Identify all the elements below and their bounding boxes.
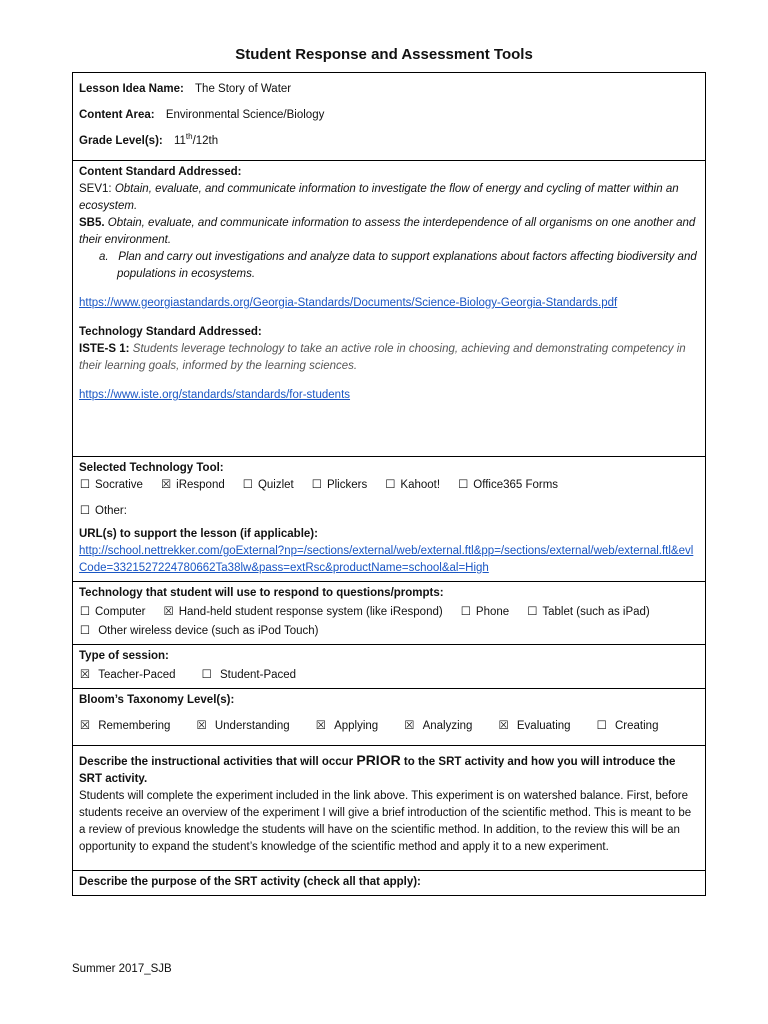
iste-standards-link[interactable]: https://www.iste.org/standards/standards/for-students bbox=[79, 389, 351, 401]
checkbox-icon[interactable]: ☐ bbox=[311, 479, 323, 491]
content-area-label: Content Area: bbox=[79, 109, 155, 121]
checkbox-icon[interactable]: ☐ bbox=[527, 606, 538, 618]
footer-text: Summer 2017_SJB bbox=[72, 963, 172, 975]
tool-option-other[interactable]: ☐ Other: bbox=[79, 503, 699, 520]
standards-row bbox=[73, 161, 706, 457]
checkbox-checked-icon[interactable]: ☒ bbox=[404, 720, 415, 732]
prior-body: Students will complete the experiment included in the link above. This experiment is on watershed balance. First, before students receive an overview of the experiment I will give a brief introduction of the scientific method. This is meant to be a review of previous knowledge the students will have on the scientific method. In addition, to the review this will be an opportunity to expand the student’s knowledge of the scientific method and apply it to a new experiment. bbox=[79, 790, 692, 853]
standard-iste: ISTE-S 1: Students leverage technology to take an active role in choosing, achieving and demonstrating competency in their learning goals, informed by the learning sciences. bbox=[79, 343, 686, 372]
assessment-form bbox=[72, 72, 706, 896]
purpose-row bbox=[73, 871, 706, 896]
checkbox-icon[interactable]: ☐ bbox=[79, 505, 91, 517]
grade-level-value: 11th/12th bbox=[173, 132, 219, 147]
checkbox-checked-icon[interactable]: ☒ bbox=[315, 720, 327, 732]
device-option-computer[interactable]: ☐ Computer bbox=[79, 604, 146, 621]
bloom-heading: Bloom’s Taxonomy Level(s): bbox=[79, 694, 235, 706]
tech-tool-options bbox=[79, 477, 699, 494]
checkbox-checked-icon[interactable]: ☒ bbox=[79, 720, 91, 732]
standard-sb5: SB5. Obtain, evaluate, and communicate information to assess the interdependence of all organisms on one another and their environment. bbox=[79, 217, 696, 246]
checkbox-checked-icon[interactable]: ☒ bbox=[498, 720, 509, 732]
session-option-teacher-paced[interactable]: ☒ Teacher-Paced bbox=[79, 667, 176, 684]
checkbox-icon[interactable]: ☐ bbox=[385, 479, 396, 491]
nettrekker-link[interactable]: http://school.nettrekker.com/goExternal?np=/sections/external/web/external.ftl&pp=/sections/external/web/external.ftl&evlCode=3321527224780662Ta38lw&pass=extRsc&productName=school&al=High bbox=[79, 545, 694, 574]
bloom-row bbox=[73, 689, 706, 746]
session-type-row bbox=[73, 645, 706, 689]
tool-option-office365[interactable]: ☐ Office365 Forms bbox=[457, 477, 558, 494]
tech-standard-heading: Technology Standard Addressed: bbox=[79, 326, 262, 338]
url-heading: URL(s) to support the lesson (if applicable): bbox=[79, 528, 318, 540]
tool-option-kahoot[interactable]: ☐ Kahoot! bbox=[384, 477, 440, 494]
checkbox-icon[interactable]: ☐ bbox=[201, 669, 212, 681]
checkbox-checked-icon[interactable]: ☒ bbox=[163, 606, 174, 618]
prior-heading: Describe the instructional activities that will occur PRIOR to the SRT activity and how you will introduce the SRT activity. bbox=[79, 752, 676, 785]
lesson-name-label: Lesson Idea Name: bbox=[79, 83, 184, 95]
checkbox-icon[interactable]: ☐ bbox=[242, 479, 254, 491]
standard-sev1: SEV1: Obtain, evaluate, and communicate information to investigate the flow of energy and cycling of matter within an ecosystem. bbox=[79, 183, 679, 212]
purpose-heading: Describe the purpose of the SRT activity (check all that apply): bbox=[79, 876, 421, 888]
bloom-option-analyzing[interactable]: ☒ Analyzing bbox=[403, 718, 472, 735]
checkbox-icon[interactable]: ☐ bbox=[79, 479, 91, 491]
tool-option-quizlet[interactable]: ☐ Quizlet bbox=[242, 477, 294, 494]
respond-device-row bbox=[73, 582, 706, 645]
checkbox-icon[interactable]: ☐ bbox=[460, 606, 472, 618]
respond-device-heading: Technology that student will use to respond to questions/prompts: bbox=[79, 587, 444, 599]
bloom-option-creating[interactable]: ☐ Creating bbox=[596, 718, 659, 735]
tech-tool-row bbox=[73, 457, 706, 582]
standard-sb5-a: a. Plan and carry out investigations and analyze data to support explanations about factors affecting biodiversity and populations in ecosystems. bbox=[99, 251, 697, 280]
tool-option-irespond[interactable]: ☒ iRespond bbox=[160, 477, 225, 494]
checkbox-icon[interactable]: ☐ bbox=[79, 606, 91, 618]
georgia-standards-link[interactable]: https://www.georgiastandards.org/Georgia-Standards/Documents/Science-Biology-Georgia-Standards.pdf bbox=[79, 297, 618, 309]
session-type-heading: Type of session: bbox=[79, 650, 169, 662]
lesson-info-row bbox=[73, 73, 706, 161]
device-option-phone[interactable]: ☐ Phone bbox=[460, 604, 509, 621]
device-option-tablet[interactable]: ☐ Tablet (such as iPad) bbox=[526, 604, 649, 621]
device-option-handheld[interactable]: ☒ Hand-held student response system (like iRespond) bbox=[163, 604, 443, 621]
bloom-option-applying[interactable]: ☒ Applying bbox=[315, 718, 378, 735]
content-area-value: Environmental Science/Biology bbox=[165, 109, 325, 121]
bloom-option-evaluating[interactable]: ☒ Evaluating bbox=[498, 718, 571, 735]
tool-option-plickers[interactable]: ☐ Plickers bbox=[311, 477, 367, 494]
session-option-student-paced[interactable]: ☐ Student-Paced bbox=[201, 667, 296, 684]
tech-tool-heading: Selected Technology Tool: bbox=[79, 462, 224, 474]
bloom-option-understanding[interactable]: ☒ Understanding bbox=[196, 718, 290, 735]
bloom-option-remembering[interactable]: ☒ Remembering bbox=[79, 718, 170, 735]
content-standard-heading: Content Standard Addressed: bbox=[79, 166, 242, 178]
checkbox-icon[interactable]: ☐ bbox=[79, 625, 91, 637]
lesson-name-value: The Story of Water bbox=[195, 83, 292, 95]
device-option-other[interactable]: ☐ Other wireless device (such as iPod Touch) bbox=[79, 623, 699, 640]
prior-activities-row bbox=[73, 746, 706, 871]
grade-level-label: Grade Level(s): bbox=[79, 135, 163, 147]
checkbox-icon[interactable]: ☐ bbox=[596, 720, 607, 732]
page-title: Student Response and Assessment Tools bbox=[235, 46, 533, 63]
checkbox-icon[interactable]: ☐ bbox=[458, 479, 469, 491]
checkbox-checked-icon[interactable]: ☒ bbox=[160, 479, 172, 491]
checkbox-checked-icon[interactable]: ☒ bbox=[79, 669, 91, 681]
tool-option-socrative[interactable]: ☐ Socrative bbox=[79, 477, 143, 494]
checkbox-checked-icon[interactable]: ☒ bbox=[196, 720, 207, 732]
